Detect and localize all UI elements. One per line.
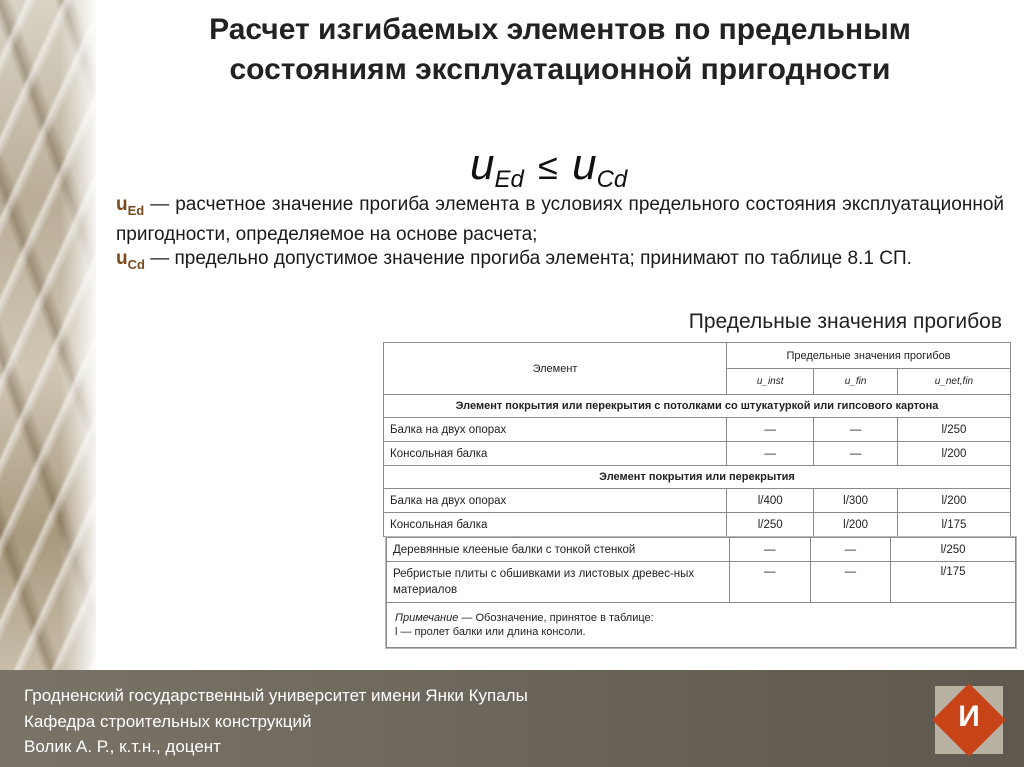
formula-left-symbol: u — [470, 140, 495, 189]
formula-right-sub: Cd — [596, 166, 628, 193]
section-header: Элемент покрытия или перекрытия — [384, 466, 1011, 489]
note-label: Примечание — [395, 612, 459, 624]
note-text: — Обозначение, принятое в таблице: — [458, 612, 654, 624]
title-line-1: Расчет изгибаемых элементов по предельным — [209, 13, 911, 46]
definitions-block — [116, 193, 1004, 277]
inequality-formula — [470, 140, 627, 194]
formula-right-symbol: u — [572, 140, 597, 189]
definition-symbol: $u_{Ed}$ — [116, 194, 145, 218]
note-line-2: l — пролет балки или длина консоли. — [395, 626, 586, 638]
table-caption: Предельные значения прогибов — [688, 310, 1002, 333]
definition-text: — расчетное значение прогиба элемента в условиях предельного состояния эксплуатационной пригодности, определяемое на основе расчета; — [116, 194, 1004, 245]
deflection-limits-table-continued — [386, 537, 1016, 648]
table-row: Деревянные клееные балки с тонкой стенкой — — l/250 — [387, 538, 1016, 562]
table-row: Консольная балка — — l/200 — [384, 442, 1011, 466]
table-row: Консольная балка l/250 l/200 l/175 — [384, 513, 1011, 537]
definition-symbol: $u_{Cd}$ — [116, 247, 145, 272]
footer-bar — [0, 670, 1024, 767]
definition-ued — [116, 193, 1004, 247]
header-element: Элемент — [384, 343, 727, 395]
footer-university: Гродненский государственный университет имени Янки Купалы — [24, 686, 528, 705]
title-line-2: состояниям эксплуатационной пригодности — [229, 53, 891, 86]
footer-author: Волик А. Р., к.т.н., доцент — [24, 737, 221, 756]
logo-text: И — [958, 700, 980, 733]
table-note — [387, 603, 1016, 648]
formula-left-sub: Ed — [494, 166, 524, 193]
slide-title — [110, 10, 1010, 90]
table-row: Ребристые плиты с обшивками из листовых древес-ных материалов — — l/175 — [387, 562, 1016, 603]
side-image-fade — [60, 0, 100, 670]
deflection-limits-table — [383, 342, 1011, 537]
formula-operator: ≤ — [538, 146, 558, 187]
university-logo-icon — [935, 686, 1003, 754]
footer-department: Кафедра строительных конструкций — [24, 712, 312, 731]
section-header: Элемент покрытия или перекрытия с потолками со штукатуркой или гипсового картона — [384, 395, 1011, 418]
definition-text: — предельно допустимое значение прогиба элемента; принимают по таблице 8.1 СП. — [144, 247, 912, 269]
table-row: Балка на двух опорах l/400 l/300 l/200 — [384, 489, 1011, 513]
subheader-fin: u_fin — [814, 369, 898, 395]
subheader-net-fin: u_net,fin — [897, 369, 1010, 395]
definition-ucd — [116, 247, 1004, 277]
table-row: Балка на двух опорах — — l/250 — [384, 418, 1011, 442]
subheader-inst: u_inst — [727, 369, 814, 395]
header-limits: Предельные значения прогибов — [727, 343, 1011, 369]
